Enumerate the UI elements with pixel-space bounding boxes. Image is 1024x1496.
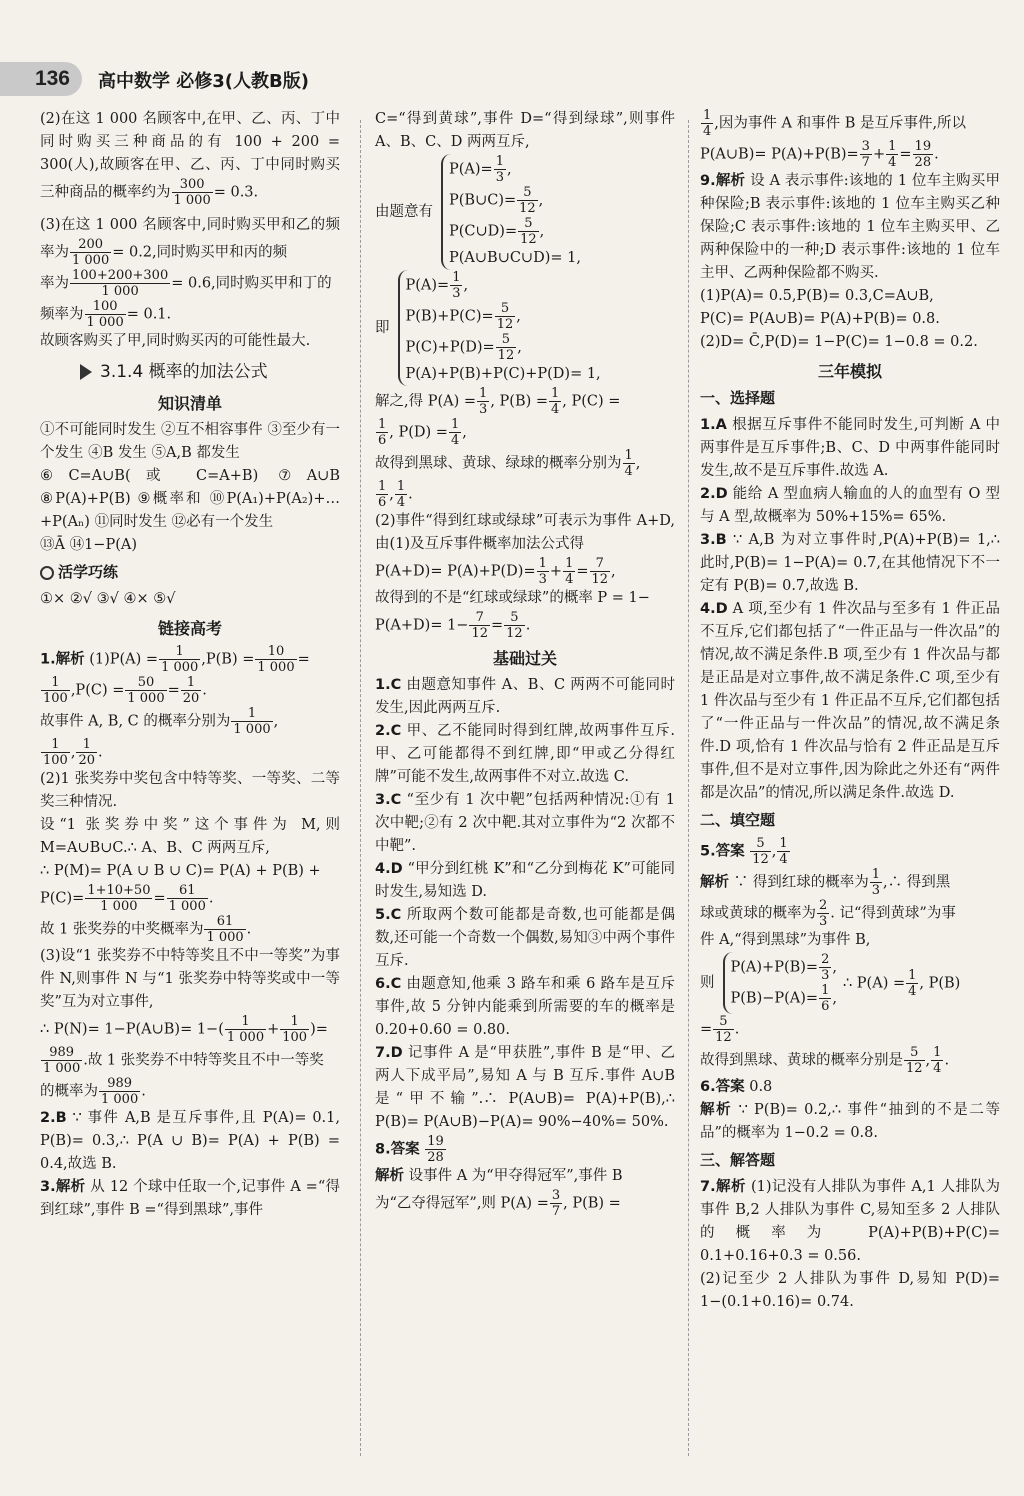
answer-item: 2.B ∵ 事件 A,B 是互斥事件,且 P(A)= 0.1, P(B)= 0.3,∴ P(A ∪ B)= P(A) + P(B) = 0.4,故选 B. (40, 1110, 340, 1172)
equation-system: 则 P(A)+P(B)= $\frac{2}{3}$ , P(B)−P(A)= $\frac{1}{6}$ , ∴ P(A) = $\frac{1}{4}$ , P(B) (700, 952, 961, 1014)
gaokao-heading: 链接高考 (157, 619, 222, 638)
formula-line: 故得到黑球、黄球、绿球的概率分别为 $\frac{1}{4}$ , (375, 448, 641, 479)
formula-line: 解析 ∵ 得到红球的概率为 $\frac{1}{3}$ ,∴ 得到黑 (700, 867, 951, 898)
paragraph: 故得到的不是“红球或绿球”的概率 P = 1− (375, 590, 650, 606)
paragraph: (1)P(A)= 0.5,P(B)= 0.3,C=A∪B, (700, 288, 934, 304)
choice-heading: 一、选择题 (700, 389, 776, 407)
paragraph: 故顾客购买了甲,同时购买丙的可能性最大. (40, 333, 311, 349)
knowledge-list-heading: 知识清单 (157, 394, 222, 413)
answer-item: 6.答案 0.8 (700, 1079, 773, 1095)
pencil-circle-icon (40, 566, 54, 580)
answer-item: 6.C 由题意知,他乘 3 路车和乘 6 路车是互斥事件,故 5 分钟内能乘到所需要的车的概率是 0.20+0.60 = 0.80. (375, 976, 676, 1038)
formula-line: $\frac{1}{100}$ , $\frac{1}{20}$ . (43, 737, 103, 768)
column-divider (688, 120, 689, 1456)
fill-heading: 二、填空题 (700, 811, 776, 829)
answer-item: 8.答案 $\frac{19}{28}$ (375, 1134, 444, 1165)
formula-line: 为“乙夺得冠军”,则 P(A) = $\frac{3}{7}$ , P(B) = (375, 1188, 621, 1219)
answer-item: 3.解析 从 12 个球中任取一个,记事件 A =“得到红球”,事件 B =“得到黑球”,事件 (40, 1179, 340, 1218)
paragraph: 件 A,“得到黑球”为事件 B, (700, 932, 871, 948)
formula-line: = $\frac{5}{12}$ . (700, 1014, 740, 1045)
practice-answers: ①× ②√ ③√ ④× ⑤√ (40, 591, 176, 607)
formula-line: P(A∪B)= P(A)+P(B)= $\frac{3}{7}$ + $\frac{1}{4}$ = $\frac{19}{28}$ . (700, 139, 939, 170)
formula-line: 球或黄球的概率为 $\frac{2}{3}$ . 记“得到黄球”为事 (700, 898, 956, 929)
paragraph: (2)事件“得到红球或绿球”可表示为事件 A+D,由(1)及互斥事件概率加法公式得 (375, 513, 675, 552)
answer-item: 5.答案 $\frac{5}{12}$ , $\frac{1}{4}$ (700, 836, 788, 867)
formula-line: 故 1 张奖券的中奖概率为 $\frac{61}{1 000}$ . (40, 914, 252, 945)
formula-line: 故事件 A, B, C 的概率分别为 $\frac{1}{1 000}$ , (40, 706, 279, 737)
formula-line: P(C)= $\frac{1+10+50}{1 000}$ = $\frac{61}{1 000}$ . (40, 883, 214, 914)
answer-item: 2.D 能给 A 型血病人输血的人的血型有 O 型与 A 型,故概率为 50%+15%= 65%. (700, 486, 1000, 525)
answer-item: 3.B ∵ A,B 为对立事件时,P(A)+P(B)= 1,∴ 此时,P(B)= 1−P(A)= 0.7,在其他情况下不一定有 P(B)= 0.7,故选 B. (700, 532, 1001, 594)
answer-item: 7.D 记事件 A 是“甲获胜”,事件 B 是“甲、乙两人下成平局”,易知 A 与 B 互斥.事件 A∪B 是“甲不输”.∴ P(A∪B)= P(A)+P(B),∴ P(B)= P(A∪B)−P(A)= 90%−40%= 50%. (375, 1045, 676, 1130)
basic-heading: 基础过关 (492, 649, 557, 668)
answer-item: 1.C 由题意知事件 A、B、C 两两不可能同时发生,因此两两互斥. (375, 677, 675, 716)
section-heading: 3.1.4 概率的加法公式 (80, 361, 340, 384)
paragraph: (2)在这 1 000 名顾客中,在甲、乙、丙、丁中同时购买三种商品的有 100 + 200 = 300(人),故顾客在甲、乙、丙、丁中同时购买三种商品的概率约为 $\frac{300}{1 000}$ = 0.3. (40, 111, 340, 208)
answer-item: 4.D A 项,至少有 1 件次品与至多有 1 件正品不互斥,它们都包括了“一件正品与一件次品”的情况,故不满足条件.B 项,至少有 1 件次品与都是正品是对立事件,故不满足条件.C 项,至少有 1 件次品与至少有 1 件正品不互斥,它们都包括了“一件正品与一件次品”的情况,故不满足条件.D 项,恰有 1 件次品与恰有 2 件正品是互斥事件,但不是对立事件,因为除此之外还有“两件都是次品”的情况,所以满足条件.故选 D. (700, 601, 1001, 801)
formula-line: $\frac{989}{1 000}$ .故 1 张奖券不中特等奖且不中一等奖 (43, 1045, 324, 1076)
formula-line: 的概率为 $\frac{989}{1 000}$ . (40, 1076, 146, 1107)
three-year-heading: 三年模拟 (817, 362, 882, 381)
paragraph: ∴ P(M)= P(A ∪ B ∪ C)= P(A) + P(B) + (40, 863, 321, 879)
formula-line: ∴ P(N)= 1−P(A∪B)= 1−( $\frac{1}{1 000}$ + $\frac{1}{100}$ )= (40, 1014, 328, 1045)
paragraph: (2)记至少 2 人排队为事件 D,易知 P(D)= 1−(0.1+0.16)= 0.74. (700, 1271, 1000, 1310)
equation-system: 由题意有 P(A)= $\frac{1}{3}$ , P(B∪C)= $\frac{5}{12}$ , P(C∪D)= $\frac{5}{12}$ , P(A∪B∪C∪D)= 1, (375, 154, 675, 270)
formula-line: $\frac{1}{6}$ , $\frac{1}{4}$ . (378, 479, 413, 510)
column-divider (360, 120, 361, 1456)
answer-item: 3.C “至少有 1 次中靶”包括两种情况:①有 1 次中靶;②有 2 次中靶.其对立事件为“2 次都不中靶”. (375, 792, 676, 854)
paragraph: 频率为 $\frac{100}{1 000}$ = 0.1. (40, 299, 172, 330)
paragraph: (3)在这 1 000 名顾客中,同时购买甲和乙的频率为 $\frac{200}{1 000}$ = 0.2,同时购买甲和丙的频 (40, 217, 340, 268)
paragraph: (3)设“1 张奖券不中特等奖且不中一等奖”为事件 N,则事件 N 与“1 张奖券中特等奖或中一等奖”互为对立事件, (40, 948, 340, 1010)
formula-line: $\frac{1}{100}$ ,P(C) = $\frac{50}{1 000}$ = $\frac{1}{20}$ . (43, 675, 207, 706)
page-number: 136 (0, 62, 82, 96)
answer-item: 7.解析 (1)记没有人排队为事件 A,1 人排队为事件 B,2 人排队为事件 C,易知至多 2 人排队的概率为 P(A)+P(B)+P(C)= 0.1+0.16+0.3 = 0.56. (700, 1179, 1001, 1264)
formula-line: 故得到黑球、黄球的概率分别是 $\frac{5}{12}$ , $\frac{1}{4}$ . (700, 1045, 950, 1076)
book-title: 高中数学 必修3(人教B版) (98, 71, 309, 92)
answer-item: 1.A 根据互斥事件不能同时发生,可判断 A 中两事件是互斥事件;B、C、D 中两事件能同时发生,故不是互斥事件.故选 A. (700, 417, 1000, 479)
solve-heading: 三、解答题 (700, 1151, 776, 1169)
paragraph: 解析 ∵ P(B)= 0.2,∴ 事件“抽到的不是二等品”的概率为 1−0.2 = 0.8. (700, 1102, 1001, 1141)
paragraph: (2)1 张奖券中奖包含中特等奖、一等奖、二等奖三种情况. (40, 771, 340, 810)
knowledge-item: ⑥C=A∪B(或 C=A+B) ⑦A∪B ⑧P(A)+P(B) ⑨概率和 ⑩P(A₁)+P(A₂)+…+P(Aₙ) ⑪同时发生 ⑫必有一个发生 (40, 468, 340, 530)
column-right (700, 108, 1000, 1314)
formula-line: $\frac{1}{4}$ ,因为事件 A 和事件 B 是互斥事件,所以 (703, 108, 967, 139)
formula-line: $\frac{1}{6}$ , P(D) = $\frac{1}{4}$ , (378, 417, 467, 448)
arrow-icon (80, 364, 92, 380)
paragraph: P(C)= P(A∪B)= P(A)+P(B)= 0.8. (700, 311, 940, 327)
paragraph: 率为 $\frac{100+200+300}{1 000}$ = 0.6,同时购买甲和丁的 (40, 268, 332, 299)
answer-item: 4.D “甲分到红桃 K”和“乙分到梅花 K”可能同时发生,易知选 D. (375, 861, 675, 900)
paragraph: (2)D= C̄,P(D)= 1−P(C)= 1−0.8 = 0.2. (700, 334, 978, 350)
formula-line: P(A+D)= P(A)+P(D)= $\frac{1}{3}$ + $\frac{1}{4}$ = $\frac{7}{12}$ , (375, 556, 616, 587)
knowledge-item: ①不可能同时发生 ②互不相容事件 ③至少有一个发生 ④B 发生 ⑤A,B 都发生 (40, 422, 340, 461)
answer-item: 9.解析 设 A 表示事件:该地的 1 位车主购买甲种保险;B 表示事件:该地的 1 位车主购买乙种保险;C 表示事件:该地的 1 位车主购买甲、乙两种保险中的一种;D 表示事件:该地的 1 位车主甲、乙两种保险都不购买. (700, 173, 1000, 281)
answer-item: 5.C 所取两个数可能都是奇数,也可能都是偶数,还可能一个奇数一个偶数,易知③中两个事件互斥. (375, 907, 676, 969)
answer-item: 2.C 甲、乙不能同时得到红牌,故两事件互斥.甲、乙可能都得不到红牌,即“甲或乙分得红牌”可能不发生,故两事件不对立.故选 C. (375, 723, 676, 785)
practice-heading: 活学巧练 (40, 561, 340, 584)
formula-line: P(A+D)= 1− $\frac{7}{12}$ = $\frac{5}{12}$ . (375, 610, 531, 641)
answer-item: 1.解析 (1)P(A) = $\frac{1}{1 000}$ ,P(B) = $\frac{10}{1 000}$ = (40, 644, 310, 675)
paragraph: 解析 设事件 A 为“甲夺得冠军”,事件 B (375, 1168, 623, 1184)
knowledge-item: ⑬Ā ⑭1−P(A) (40, 537, 137, 553)
column-left (40, 108, 340, 1222)
paragraph: 设“1 张奖券中奖”这个事件为 M,则 M=A∪B∪C.∴ A、B、C 两两互斥, (40, 817, 340, 856)
page-header (0, 62, 330, 96)
column-middle (375, 108, 675, 1219)
equation-system: 即 P(A)= $\frac{1}{3}$ , P(B)+P(C)= $\frac{5}{12}$ , P(C)+P(D)= $\frac{5}{12}$ , P(A)+P(B)+P(C)+P(D)= 1, (375, 270, 675, 386)
formula-line: 解之,得 P(A) = $\frac{1}{3}$ , P(B) = $\frac{1}{4}$ , P(C) = (375, 386, 621, 417)
paragraph: C=“得到黄球”,事件 D=“得到绿球”,则事件 A、B、C、D 两两互斥, (375, 111, 675, 150)
